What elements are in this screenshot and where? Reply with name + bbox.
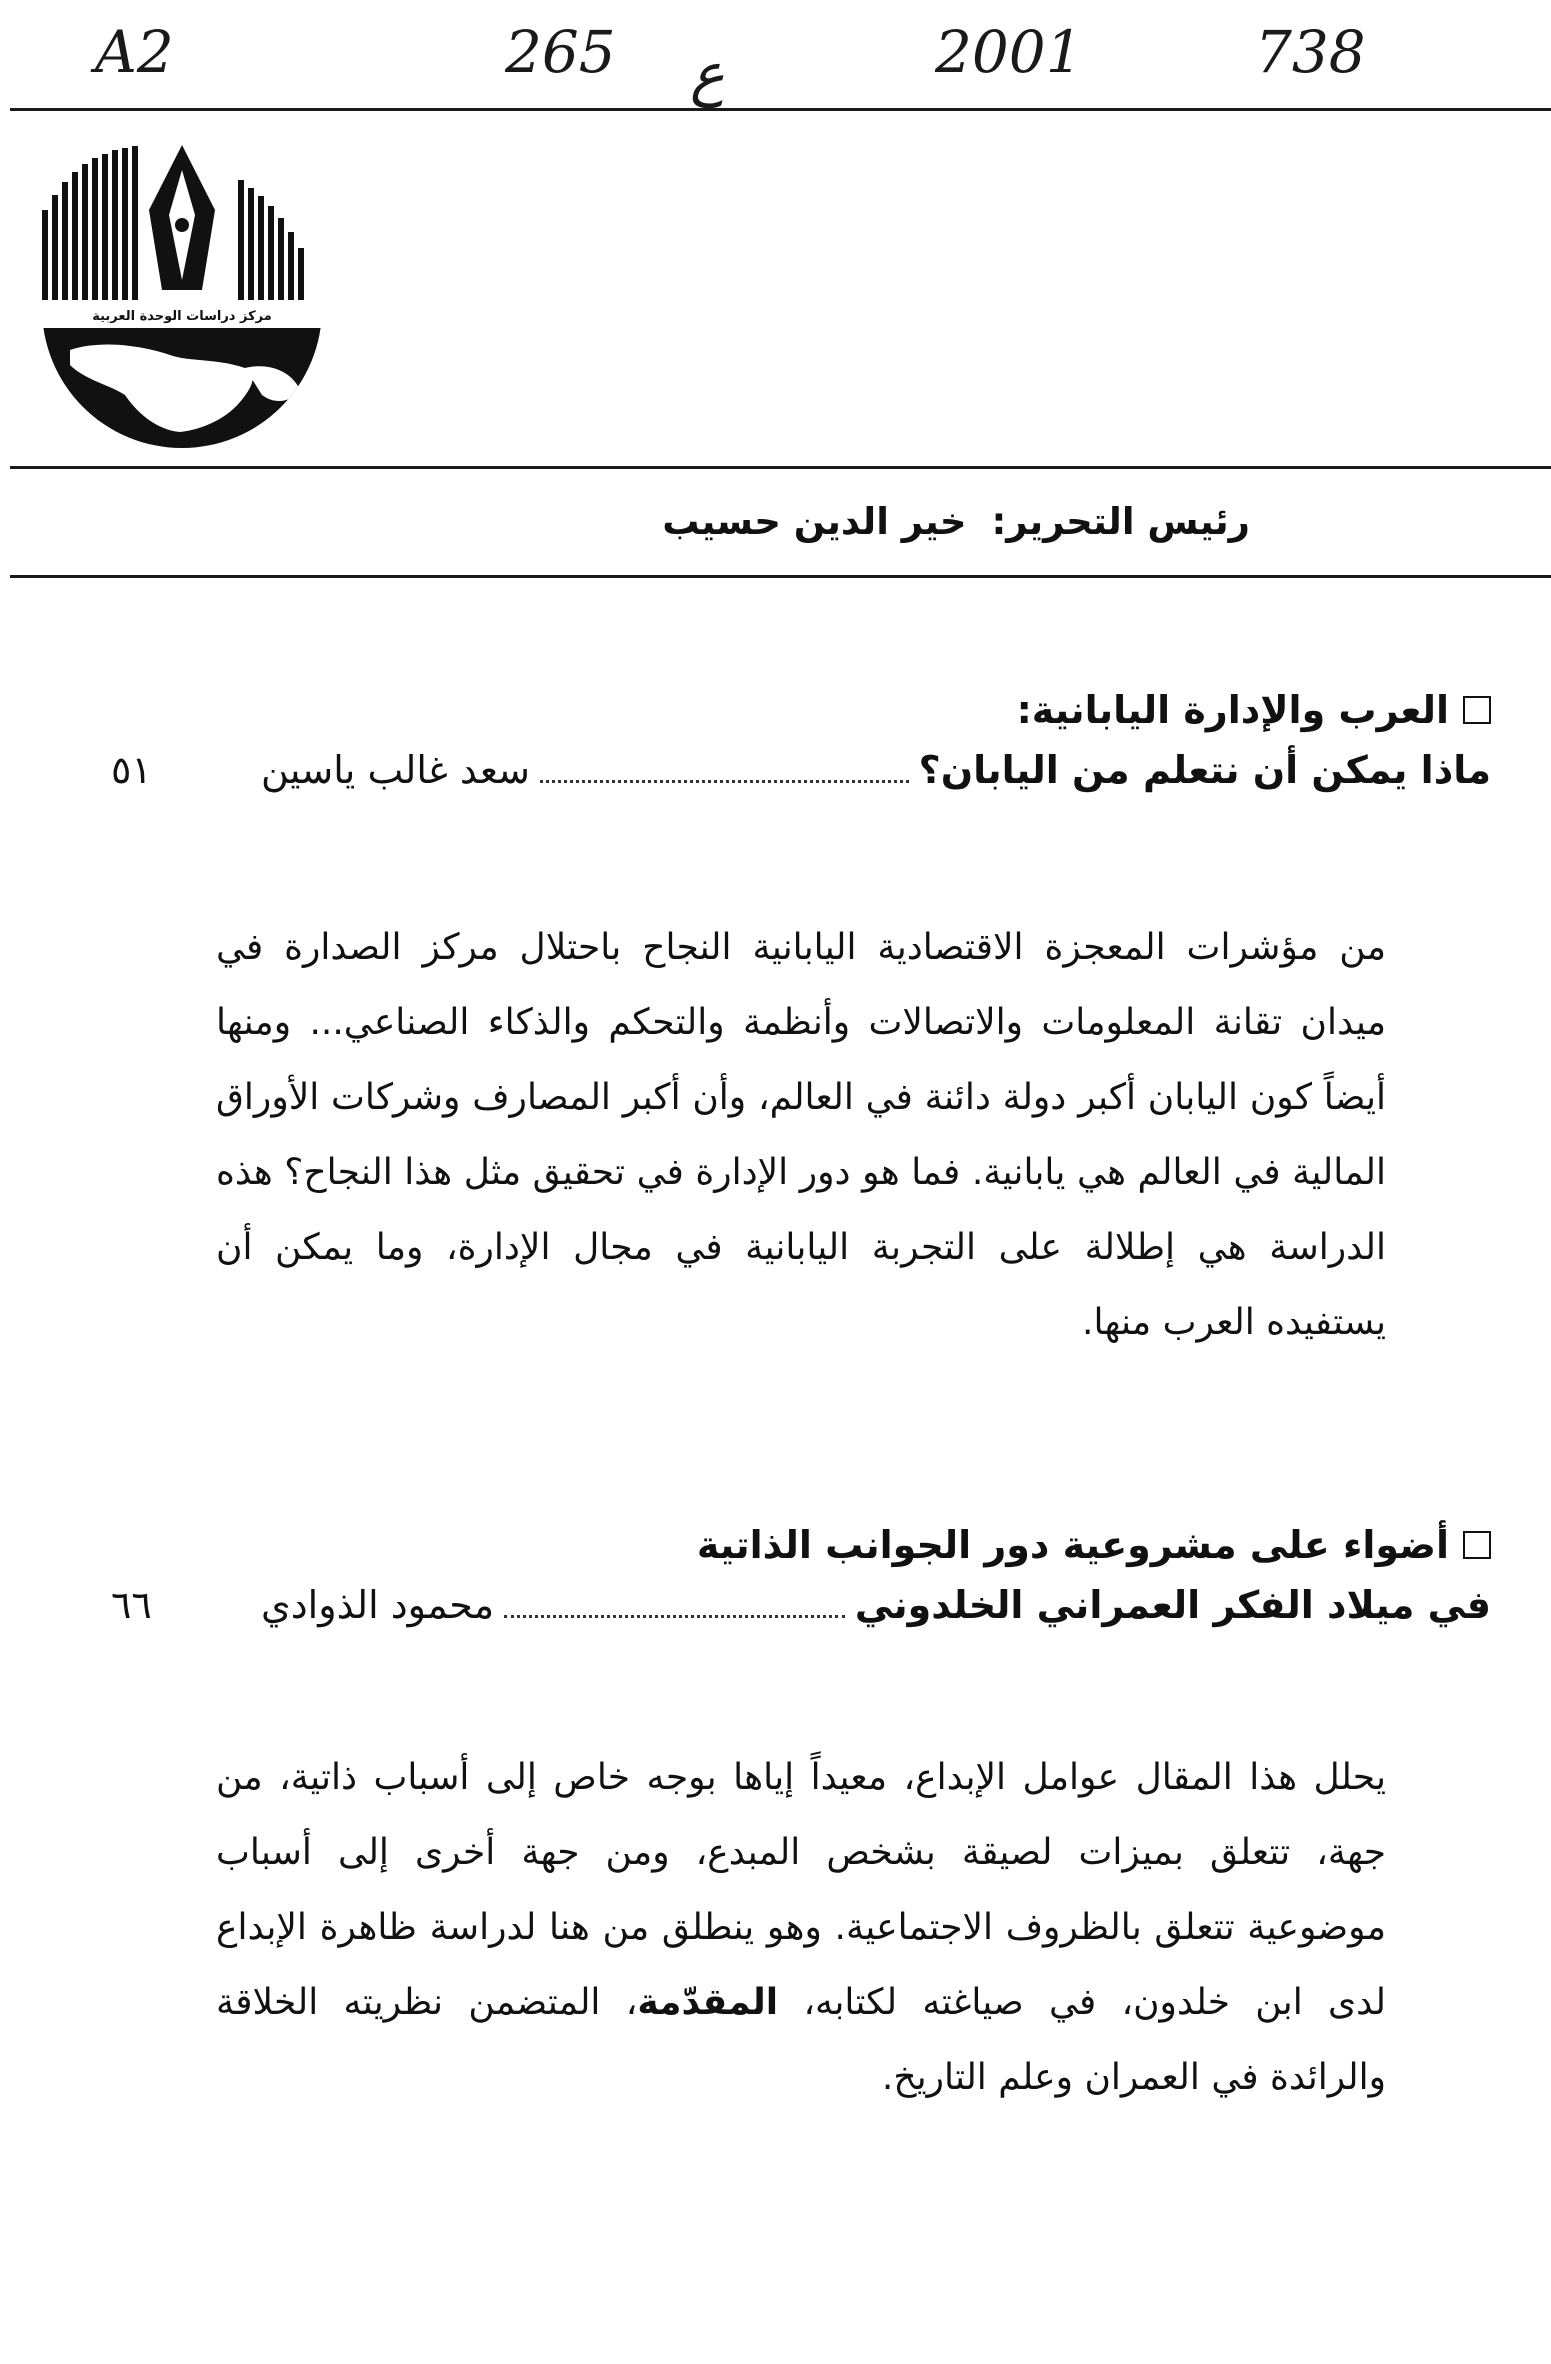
editor-label: رئيس التحرير: bbox=[991, 500, 1250, 543]
toc-title-part: ماذا يمكن أن نتعلم من اليابان؟ bbox=[918, 748, 1491, 792]
toc-entry-2 bbox=[111, 1515, 1491, 1635]
handwritten-shelf-mark: A2 bbox=[95, 18, 174, 86]
toc-entry-line2 bbox=[111, 740, 1491, 800]
top-rule bbox=[10, 108, 1551, 111]
handwritten-letter-mark: ع bbox=[690, 40, 725, 108]
toc-title-part: في ميلاد الفكر العمراني الخلدوني bbox=[854, 1583, 1491, 1627]
editor-name: خير الدين حسيب bbox=[662, 500, 967, 543]
article-author: سعد غالب ياسين bbox=[261, 748, 531, 792]
logo-caption: مركز دراسات الوحدة العربية bbox=[92, 309, 272, 324]
header-rule-bottom bbox=[10, 575, 1551, 578]
dot-leader bbox=[540, 780, 909, 783]
checkbox-icon bbox=[1463, 1531, 1491, 1559]
dot-leader bbox=[504, 1615, 845, 1618]
handwritten-year: 2001 bbox=[935, 18, 1083, 86]
toc-title-part: أضواء على مشروعية دور الجوانب الذاتية bbox=[696, 1523, 1449, 1567]
article-author: محمود الذوادي bbox=[261, 1583, 495, 1627]
caus-logo bbox=[30, 140, 335, 450]
toc-entry-line2 bbox=[111, 1575, 1491, 1635]
checkbox-icon bbox=[1463, 696, 1491, 724]
toc-entry-title-line1 bbox=[111, 680, 1491, 740]
toc-title-part: العرب والإدارة اليابانية: bbox=[1016, 688, 1449, 732]
page-number: ٦٦ bbox=[111, 1583, 152, 1627]
abstract-text: يحلل هذا المقال عوامل الإبداع، معيداً إياها بوجه خاص إلى أسباب ذاتية، من جهة، تتعلق بميزات لصيقة بشخص المبدع، ومن جهة أخرى إلى أسباب موضوعية تتعلق بالظروف الاجتماعية. وهو ينطلق من هنا لدراسة ظاهرة الإبداع لدى ابن خلدون، في صياغته لكتابه، bbox=[216, 1757, 1387, 2023]
toc-entry-title-line1 bbox=[111, 1515, 1491, 1575]
handwritten-issue-number: 265 bbox=[505, 18, 616, 86]
toc-entry-1 bbox=[111, 680, 1491, 800]
editor-in-chief-line bbox=[200, 500, 1250, 543]
article-abstract-2 bbox=[216, 1740, 1386, 2115]
handwritten-number: 738 bbox=[1255, 18, 1366, 86]
book-title: المقدّمة bbox=[637, 1982, 779, 2023]
abstract-text: ، المتضمن نظريته الخلاقة والرائدة في العمران وعلم التاريخ. bbox=[216, 1982, 1386, 2098]
article-abstract-1: من مؤشرات المعجزة الاقتصادية اليابانية النجاح باحتلال مركز الصدارة في ميدان تقانة المعلومات والاتصالات وأنظمة والتحكم والذكاء الصناعي... ومنها أيضاً كون اليابان أكبر دولة دائنة في العالم، وأن أكبر المصارف وشركات الأوراق المالية في العالم هي يابانية. فما هو دور الإدارة في تحقيق مثل هذا النجاح؟ هذه الدراسة هي إطلالة على التجربة اليابانية في مجال الإدارة، وما يمكن أن يستفيده العرب منها. bbox=[216, 927, 1386, 1343]
header-rule-top bbox=[10, 466, 1551, 469]
page-number: ٥١ bbox=[111, 748, 152, 792]
